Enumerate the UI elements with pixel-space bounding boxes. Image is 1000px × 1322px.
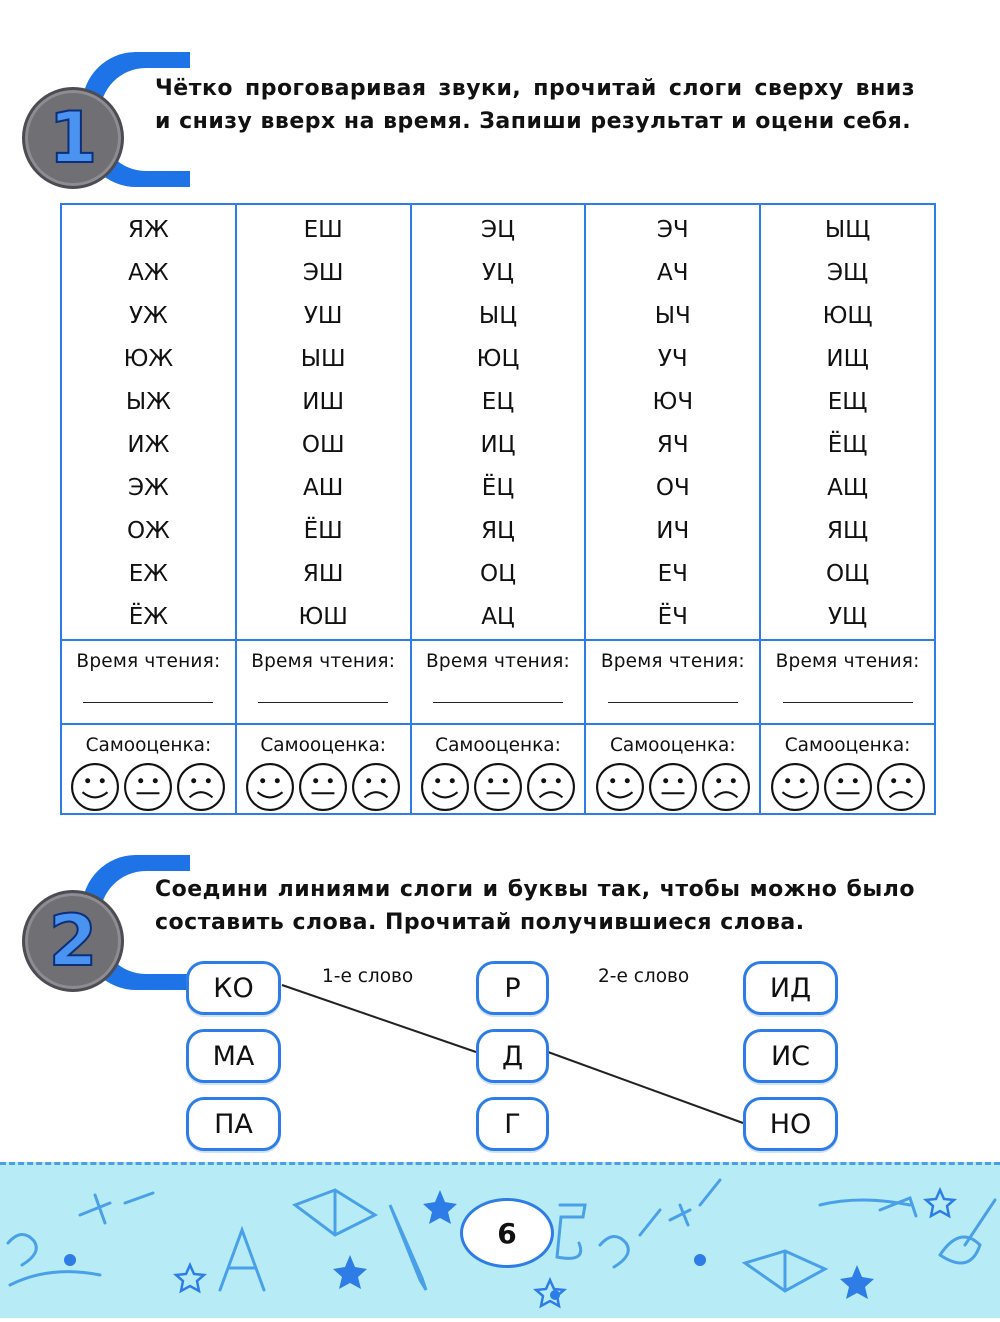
book-icon	[295, 1190, 375, 1235]
syllable-box-right[interactable]: НО	[743, 1097, 838, 1151]
task-1-instruction: Чётко проговаривая звуки, прочитай слоги сверху вниз и снизу вверх на время. Запиши результат и оцени себя.	[155, 76, 915, 134]
pencil-icon	[390, 1205, 426, 1290]
question-mark-doodle	[8, 1234, 36, 1265]
letter-b-doodle	[557, 1205, 585, 1258]
syllable: ЁЖ	[128, 604, 169, 630]
reading-time-label: Время чтения:	[775, 651, 920, 672]
connector-line-ko-d	[282, 985, 476, 1052]
syllable: ИЩ	[826, 346, 869, 372]
syllable: ЁЧ	[657, 604, 688, 630]
letter-a-doodle	[220, 1230, 264, 1290]
syllable: ЭЩ	[826, 260, 869, 286]
syllable: ЯШ	[302, 561, 344, 587]
syllable: АШ	[303, 475, 344, 501]
syllable: УЦ	[482, 260, 514, 286]
syllable-box-right[interactable]: ИС	[743, 1029, 838, 1083]
task-2-number: 2	[48, 900, 98, 982]
syllable-box-left[interactable]: ПА	[186, 1097, 281, 1151]
syllable: ЮЧ	[652, 389, 694, 415]
page-number: 6	[460, 1198, 554, 1268]
syllable: ОЖ	[126, 518, 170, 544]
syllable: ЮШ	[298, 604, 348, 630]
reading-time-label: Время чтения:	[251, 651, 396, 672]
syllable: ЁЦ	[481, 475, 515, 501]
letter-box-middle[interactable]: Р	[476, 961, 549, 1015]
syllable: ОЧ	[655, 475, 690, 501]
syllable: ЯЖ	[128, 217, 169, 243]
caption-first-word: 1-е слово	[322, 966, 414, 987]
star-icon	[840, 1265, 874, 1299]
star-icon	[423, 1190, 457, 1224]
star-icon	[333, 1255, 367, 1289]
dot-decoration	[694, 1254, 706, 1266]
syllable: ЕЩ	[827, 389, 868, 415]
syllable: ЕЧ	[657, 561, 688, 587]
syllable: ИШ	[302, 389, 345, 415]
syllable: ЭШ	[302, 260, 344, 286]
syllable: ИЦ	[480, 432, 516, 458]
syllable: АЩ	[827, 475, 869, 501]
syllable: ЕЦ	[481, 389, 515, 415]
syllable: ЯЧ	[656, 432, 689, 458]
syllable: ЫЖ	[125, 389, 171, 415]
reading-time-label: Время чтения:	[426, 651, 570, 672]
syllable: ЫЧ	[654, 303, 691, 329]
syllable: ЮЩ	[822, 303, 873, 329]
syllable: ИЧ	[656, 518, 690, 544]
syllable: ЕШ	[303, 217, 343, 243]
letter-box-middle[interactable]: Г	[476, 1097, 549, 1151]
syllable: ИЖ	[127, 432, 170, 458]
syllable: ЭЖ	[127, 475, 169, 501]
letter-box-middle[interactable]: Д	[476, 1029, 549, 1083]
syllable: УШ	[303, 303, 343, 329]
syllable: ЮЖ	[123, 346, 174, 372]
star-outline-icon	[926, 1190, 954, 1216]
syllable: АЖ	[128, 260, 169, 286]
syllable: ЭЧ	[656, 217, 689, 243]
syllable: ЁЩ	[827, 432, 868, 458]
syllable: ОЦ	[480, 561, 516, 587]
self-assessment-label: Самооценка:	[609, 735, 736, 756]
self-assessment-label: Самооценка:	[784, 735, 911, 756]
book-icon	[745, 1251, 825, 1291]
syllable: ЫШ	[300, 346, 346, 372]
self-assessment-label: Самооценка:	[85, 735, 212, 756]
syllable: АЧ	[657, 260, 689, 286]
syllable: УЧ	[657, 346, 688, 372]
syllable: ОЩ	[825, 561, 870, 587]
syllable-box-left[interactable]: КО	[186, 961, 281, 1015]
dot-decoration	[64, 1254, 76, 1266]
syllable: УЖ	[129, 303, 168, 329]
syllable: ЫЦ	[478, 303, 518, 329]
task-1-number: 1	[48, 97, 98, 179]
syllable: ЭЦ	[481, 217, 515, 243]
syllable: ЮЦ	[476, 346, 520, 372]
self-assessment-label: Самооценка:	[435, 735, 561, 756]
syllable: ОШ	[301, 432, 345, 458]
connector-line-d-no	[548, 1052, 743, 1123]
syllable: ЯЩ	[827, 518, 869, 544]
self-assessment-label: Самооценка:	[260, 735, 387, 756]
plus-doodle	[80, 1195, 110, 1223]
star-outline-icon	[176, 1265, 204, 1291]
syllable: АЦ	[481, 604, 515, 630]
caption-second-word: 2-е слово	[598, 966, 690, 987]
task-2-instruction: Соедини линиями слоги и буквы так, чтобы можно было составить слова. Прочитай получившиеся слова.	[155, 877, 915, 935]
reading-time-label: Время чтения:	[76, 651, 221, 672]
syllable-box-right[interactable]: ИД	[743, 961, 838, 1015]
reading-time-label: Время чтения:	[600, 651, 745, 672]
star-outline-icon	[536, 1280, 564, 1306]
syllable: ЕЖ	[128, 561, 169, 587]
syllable: ЫЩ	[824, 217, 871, 243]
syllable-box-left[interactable]: МА	[186, 1029, 281, 1083]
syllable: УЩ	[828, 604, 868, 630]
syllable: ЯЦ	[481, 518, 515, 544]
syllable: ЁШ	[303, 518, 343, 544]
